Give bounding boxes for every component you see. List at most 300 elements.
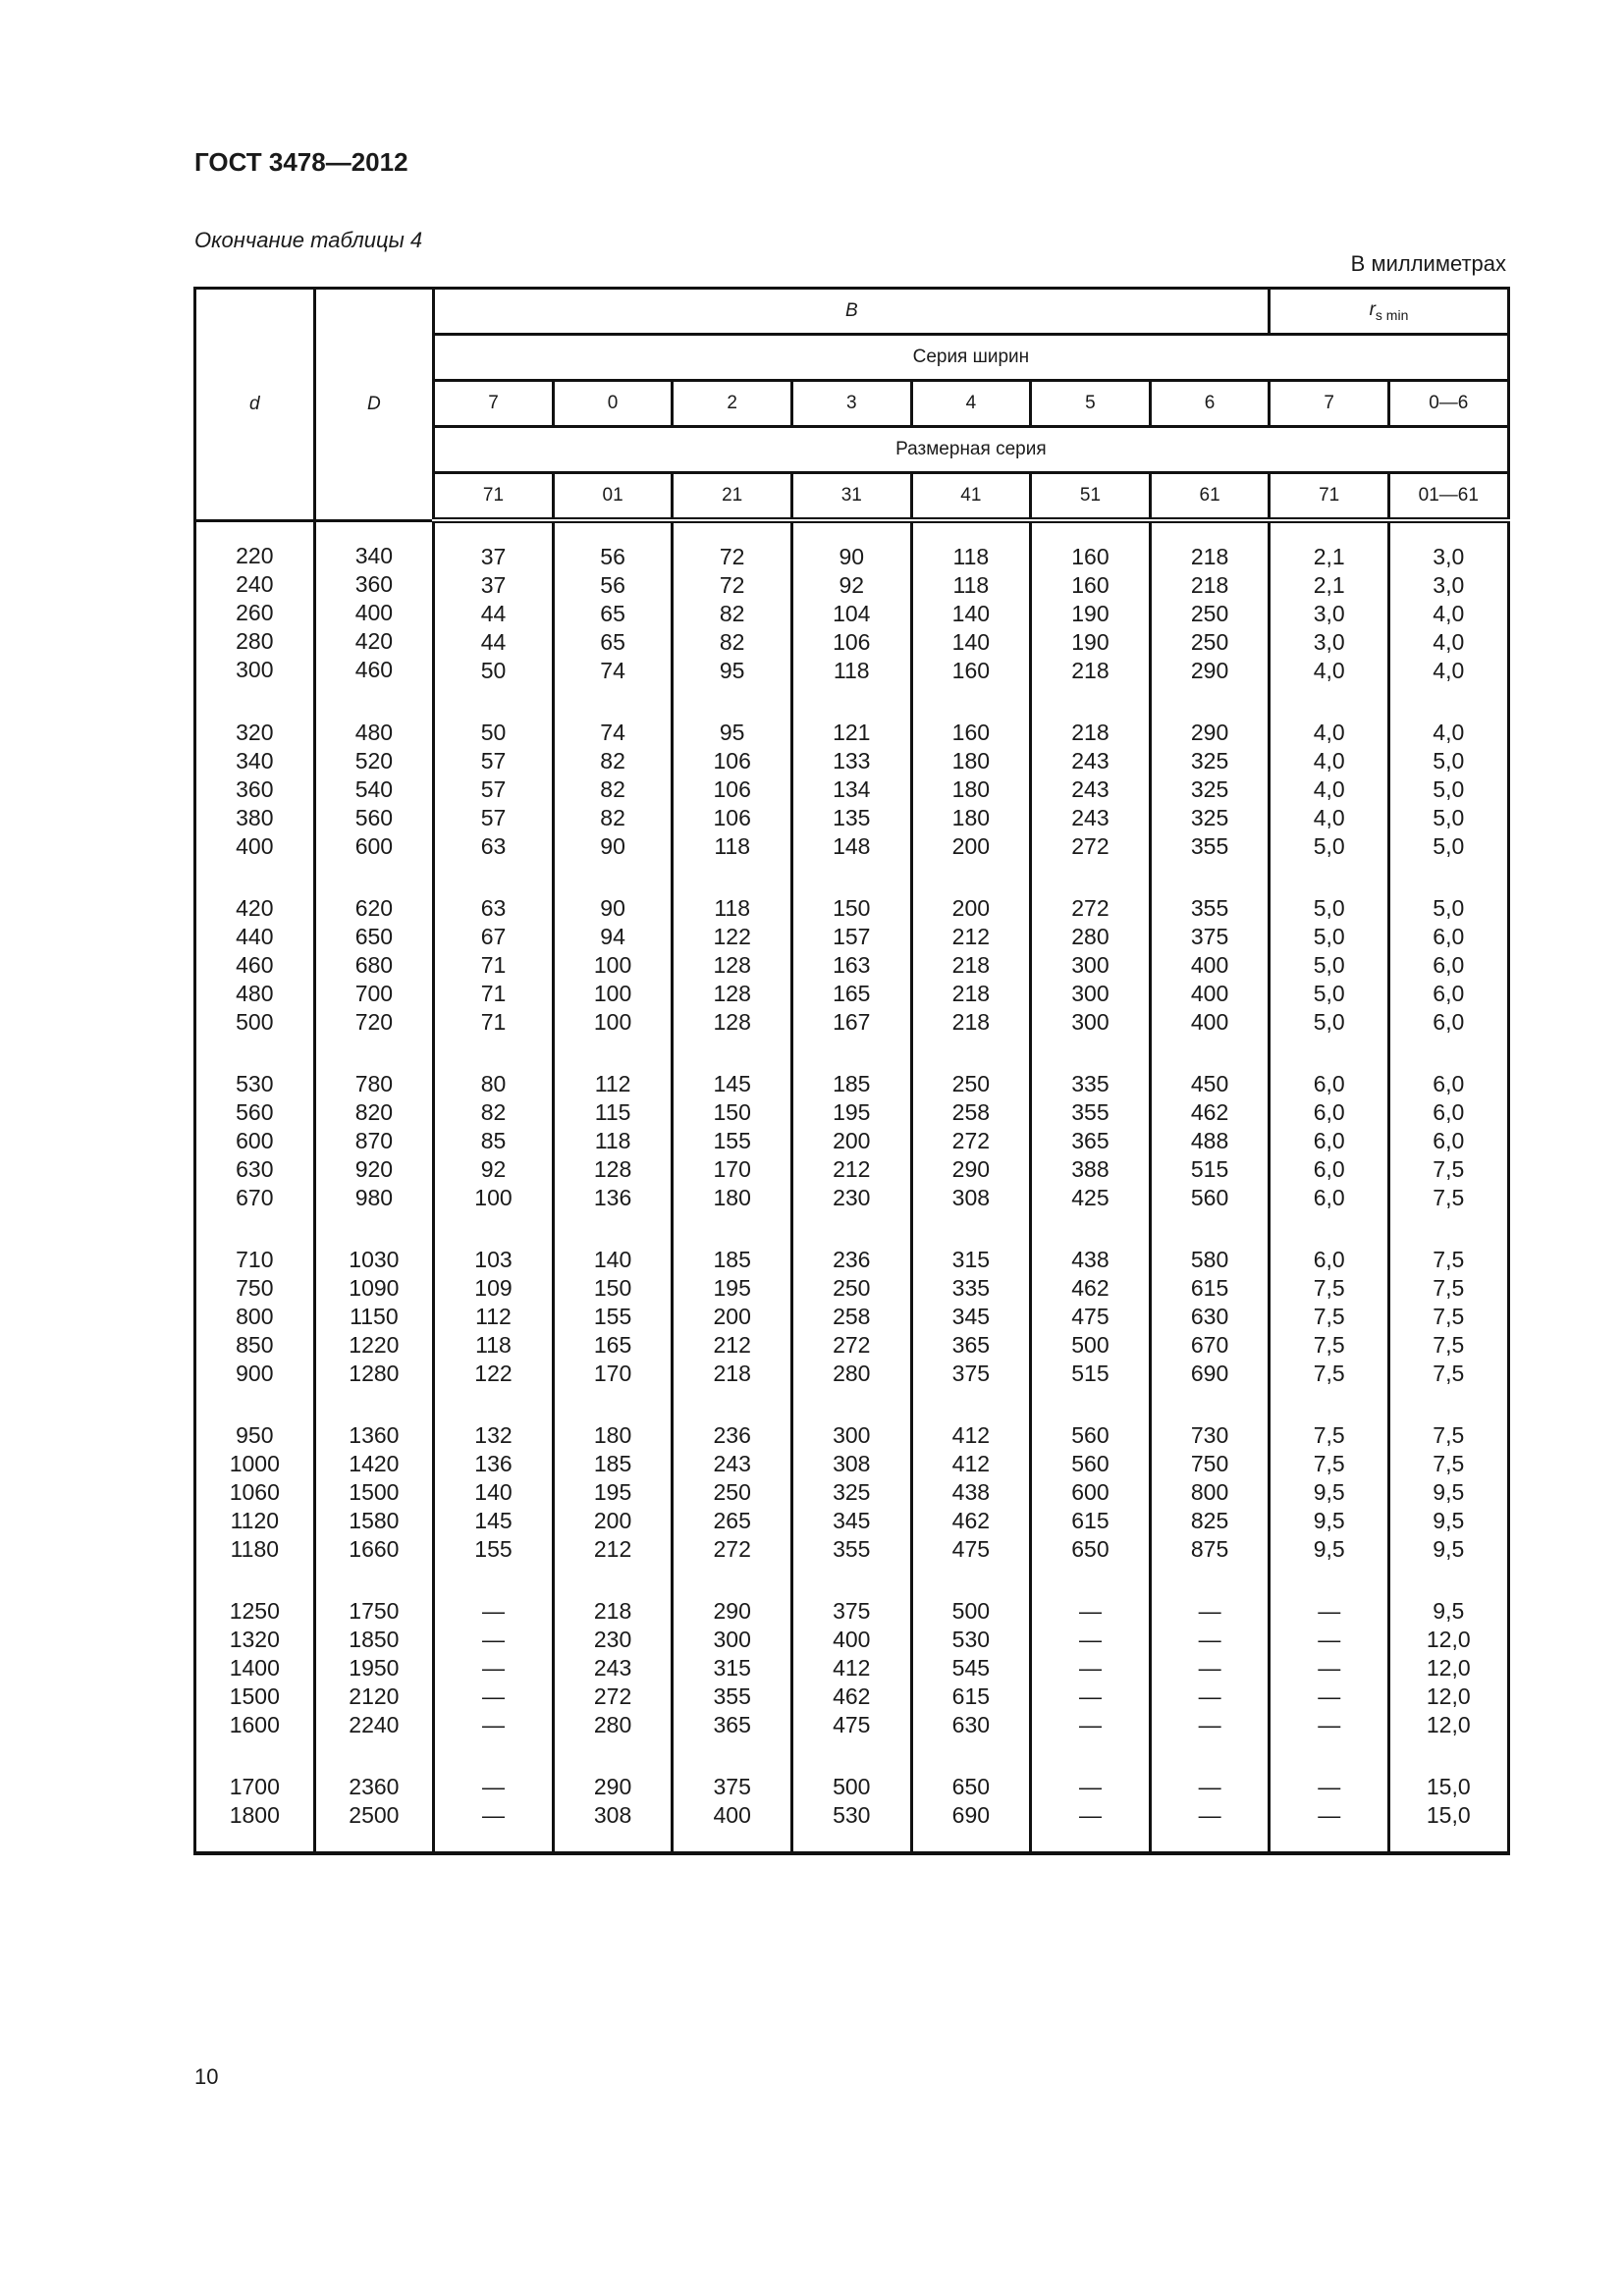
dimension-series-cell: 41 [911, 473, 1031, 521]
cell-value: 438 [951, 1479, 991, 1505]
cell-value: 150 [833, 895, 871, 921]
table-cell [553, 1402, 673, 1577]
header-B: B [434, 289, 1270, 335]
cell-value: 515 [1071, 1361, 1110, 1386]
table-cell [314, 699, 434, 875]
cell-value: 118 [714, 895, 750, 921]
units-label: В миллиметрах [1350, 251, 1506, 276]
cell-value: 375 [1190, 924, 1229, 949]
cell-value: — [481, 1774, 505, 1799]
cell-value: 365 [713, 1712, 751, 1737]
cell-value: 400 [236, 833, 274, 859]
cell-value: 425 [1071, 1185, 1110, 1210]
cell-value: 1060 [229, 1479, 280, 1505]
cell-value: 100 [474, 1185, 513, 1210]
table-cell [1150, 1753, 1270, 1853]
table-cell [911, 1577, 1031, 1753]
cell-value: 325 [1190, 805, 1229, 830]
cell-value: 1120 [230, 1508, 280, 1533]
cell-value: 7,5 [1433, 1185, 1465, 1210]
cell-value: 112 [594, 1071, 631, 1096]
cell-value: 212 [833, 1156, 871, 1182]
cell-value: 5,0 [1313, 981, 1345, 1006]
cell-value: 63 [480, 833, 507, 859]
cell-value: 218 [951, 981, 991, 1006]
cell-value: 340 [354, 542, 394, 568]
cell-value: 290 [951, 1156, 991, 1182]
cell-value: 710 [236, 1247, 274, 1272]
cell-value: 730 [1190, 1422, 1229, 1448]
cell-value: 71 [480, 1009, 507, 1035]
cell-value: 218 [1071, 720, 1110, 745]
cell-value: 360 [236, 776, 274, 802]
table-cell [434, 699, 554, 875]
cell-value: 3,0 [1433, 572, 1465, 598]
cell-value: 380 [236, 805, 274, 830]
cell-value: 670 [236, 1185, 274, 1210]
cell-value: 545 [951, 1655, 991, 1681]
cell-value: 680 [354, 952, 394, 978]
cell-value: 82 [600, 805, 625, 830]
cell-value: 82 [719, 629, 745, 655]
cell-value: 560 [1071, 1451, 1110, 1476]
cell-value: 308 [833, 1451, 871, 1476]
cell-value: 243 [1071, 776, 1110, 802]
cell-value: 1360 [349, 1422, 400, 1448]
cell-value: 157 [833, 924, 871, 949]
cell-value: 300 [713, 1627, 751, 1652]
cell-value: 272 [713, 1536, 751, 1562]
cell-value: 750 [236, 1275, 274, 1301]
cell-value: 530 [236, 1071, 274, 1096]
header-rs-min [1270, 289, 1508, 335]
cell-value: 100 [593, 952, 632, 978]
cell-value: 57 [480, 748, 507, 774]
cell-value: 2120 [349, 1683, 400, 1709]
cell-value: 160 [1071, 544, 1110, 569]
cell-value: 94 [600, 924, 625, 949]
cell-value: 106 [833, 629, 871, 655]
cell-value: 412 [951, 1422, 991, 1448]
header-d: d [195, 289, 315, 521]
cell-value: 6,0 [1433, 952, 1465, 978]
cell-value: 5,0 [1313, 952, 1345, 978]
cell-value: — [1078, 1598, 1102, 1624]
cell-value: — [481, 1712, 505, 1737]
cell-value: 9,5 [1313, 1536, 1345, 1562]
table-cell [673, 1577, 792, 1753]
cell-value: 155 [474, 1536, 513, 1562]
cell-value: 420 [354, 627, 394, 654]
table-cell [314, 1226, 434, 1402]
cell-value: 100 [593, 1009, 632, 1035]
cell-value: 12,0 [1426, 1627, 1471, 1652]
table-cell [1388, 1577, 1508, 1753]
table-cell [1270, 1753, 1389, 1853]
table-cell [1270, 1402, 1389, 1577]
cell-value: 9,5 [1433, 1508, 1465, 1533]
cell-value: 4,0 [1313, 748, 1345, 774]
cell-value: 7,5 [1433, 1156, 1465, 1182]
table-cell [1150, 1577, 1270, 1753]
cell-value: 265 [713, 1508, 751, 1533]
cell-value: 7,5 [1433, 1422, 1465, 1448]
cell-value: 128 [593, 1156, 632, 1182]
cell-value: 1660 [349, 1536, 400, 1562]
cell-value: 6,0 [1313, 1128, 1345, 1153]
cell-value: — [1318, 1712, 1341, 1737]
table-cell [553, 1050, 673, 1226]
table-cell [1270, 1577, 1389, 1753]
cell-value: 12,0 [1426, 1683, 1471, 1709]
cell-value: 218 [951, 1009, 991, 1035]
width-series-cell: 2 [673, 381, 792, 427]
cell-value: — [1318, 1802, 1341, 1828]
cell-value: 3,0 [1433, 544, 1465, 569]
cell-value: 1220 [349, 1332, 400, 1358]
cell-value: 355 [1190, 895, 1229, 921]
cell-value: 104 [833, 601, 871, 626]
cell-value: 150 [593, 1275, 632, 1301]
cell-value: 7,5 [1433, 1332, 1465, 1358]
cell-value: 165 [593, 1332, 632, 1358]
cell-value: 82 [600, 748, 625, 774]
cell-value: 630 [951, 1712, 991, 1737]
cell-value: 106 [713, 805, 751, 830]
cell-value: 218 [593, 1598, 632, 1624]
cell-value: 118 [952, 544, 990, 569]
cell-value: — [1198, 1655, 1221, 1681]
cell-value: 3,0 [1313, 629, 1345, 655]
cell-value: 345 [951, 1304, 991, 1329]
table-cell [553, 1753, 673, 1853]
cell-value: 630 [236, 1156, 274, 1182]
cell-value: 400 [1190, 1009, 1229, 1035]
table-cell [1388, 1402, 1508, 1577]
cell-value: 118 [475, 1332, 512, 1358]
cell-value: 360 [354, 570, 394, 597]
table-cell [1031, 1577, 1151, 1753]
cell-value: 600 [236, 1128, 274, 1153]
cell-value: 85 [480, 1128, 507, 1153]
cell-value: 140 [593, 1247, 632, 1272]
table-cell [911, 875, 1031, 1050]
cell-value: 200 [951, 833, 991, 859]
cell-value: 690 [1190, 1361, 1229, 1386]
cell-value: 325 [1190, 776, 1229, 802]
cell-value: 132 [474, 1422, 513, 1448]
cell-value: 615 [1071, 1508, 1110, 1533]
cell-value: 218 [1071, 658, 1110, 683]
cell-value: 1250 [229, 1598, 280, 1624]
table-cell [434, 1050, 554, 1226]
cell-value: — [1078, 1802, 1102, 1828]
table-cell [911, 1050, 1031, 1226]
cell-value: — [1318, 1598, 1341, 1624]
cell-value: 243 [593, 1655, 632, 1681]
cell-value: — [1078, 1683, 1102, 1709]
cell-value: 530 [833, 1802, 871, 1828]
table-cell [1031, 1226, 1151, 1402]
cell-value: 95 [719, 720, 745, 745]
table-cell [314, 1402, 434, 1577]
cell-value: 72 [719, 572, 745, 598]
cell-value: 500 [951, 1598, 991, 1624]
cell-value: 155 [593, 1304, 632, 1329]
cell-value: 720 [354, 1009, 394, 1035]
cell-value: 300 [1071, 1009, 1110, 1035]
cell-value: 5,0 [1433, 805, 1465, 830]
cell-value: 195 [593, 1479, 632, 1505]
table-cell [195, 1402, 315, 1577]
cell-value: 6,0 [1433, 1071, 1465, 1096]
cell-value: 480 [354, 720, 394, 745]
cell-value: 800 [1190, 1479, 1229, 1505]
cell-value: 9,5 [1433, 1479, 1465, 1505]
cell-value: 1580 [349, 1508, 400, 1533]
cell-value: 560 [1071, 1422, 1110, 1448]
cell-value: 375 [951, 1361, 991, 1386]
cell-value: 100 [593, 981, 632, 1006]
cell-value: 400 [833, 1627, 871, 1652]
cell-value: 540 [354, 776, 394, 802]
cell-value: 150 [713, 1099, 751, 1125]
cell-value: 37 [480, 544, 507, 569]
dimension-series-cell: 61 [1150, 473, 1270, 521]
cell-value: 230 [593, 1627, 632, 1652]
cell-value: 1150 [350, 1304, 399, 1329]
cell-value: 560 [1190, 1185, 1229, 1210]
table-cell [1388, 699, 1508, 875]
cell-value: 134 [833, 776, 871, 802]
table-cell [1388, 1050, 1508, 1226]
cell-value: 460 [354, 656, 394, 682]
cell-value: 290 [1190, 720, 1229, 745]
table-cell [911, 699, 1031, 875]
cell-value: 462 [833, 1683, 871, 1709]
table-cell [791, 1753, 911, 1853]
table-row-group [195, 875, 1509, 1050]
cell-value: 4,0 [1313, 805, 1345, 830]
cell-value: 71 [480, 952, 507, 978]
cell-value: 300 [833, 1422, 871, 1448]
cell-value: 6,0 [1313, 1099, 1345, 1125]
cell-value: 388 [1071, 1156, 1110, 1182]
cell-value: 4,0 [1433, 720, 1465, 745]
page-number: 10 [194, 2064, 219, 2089]
cell-value: — [481, 1627, 505, 1652]
cell-value: 5,0 [1313, 833, 1345, 859]
cell-value: 650 [354, 924, 394, 949]
cell-value: — [1318, 1627, 1341, 1652]
cell-value: 400 [1190, 981, 1229, 1006]
table-cell [1150, 699, 1270, 875]
table-cell [553, 875, 673, 1050]
cell-value: 320 [236, 720, 274, 745]
cell-value: 260 [236, 599, 274, 625]
cell-value: 365 [951, 1332, 991, 1358]
table-row-group [195, 520, 1509, 699]
table-cell [434, 1753, 554, 1853]
cell-value: 90 [600, 833, 625, 859]
cell-value: 9,5 [1313, 1479, 1345, 1505]
table-cell [195, 875, 315, 1050]
cell-value: 212 [593, 1536, 632, 1562]
cell-value: 1090 [349, 1275, 400, 1301]
cell-value: — [481, 1802, 505, 1828]
cell-value: 920 [354, 1156, 394, 1182]
dimension-series-cell: 31 [791, 473, 911, 521]
dimension-series-cell: 21 [673, 473, 792, 521]
table-cell [673, 520, 792, 699]
cell-value: 488 [1190, 1128, 1229, 1153]
cell-value: 670 [1190, 1332, 1229, 1358]
dimension-series-cell: 51 [1031, 473, 1151, 521]
width-series-cell: 7 [1270, 381, 1389, 427]
cell-value: 56 [600, 572, 625, 598]
cell-value: 56 [600, 544, 625, 569]
cell-value: 325 [1190, 748, 1229, 774]
table-cell [553, 520, 673, 699]
cell-value: 250 [1190, 629, 1229, 655]
cell-value: 44 [480, 629, 507, 655]
cell-value: 165 [833, 981, 871, 1006]
cell-value: 308 [593, 1802, 632, 1828]
cell-value: 500 [1071, 1332, 1110, 1358]
table-cell [673, 875, 792, 1050]
cell-value: 180 [951, 805, 991, 830]
cell-value: 50 [480, 720, 507, 745]
table-cell [553, 1226, 673, 1402]
table-row-group [195, 1050, 1509, 1226]
table-cell [791, 520, 911, 699]
table-cell [314, 1050, 434, 1226]
cell-value: 167 [833, 1009, 871, 1035]
cell-value: 250 [833, 1275, 871, 1301]
cell-value: — [1318, 1655, 1341, 1681]
cell-value: 2,1 [1313, 572, 1345, 598]
cell-value: 560 [236, 1099, 274, 1125]
width-series-cell: 0 [553, 381, 673, 427]
cell-value: 460 [236, 952, 274, 978]
cell-value: 140 [474, 1479, 513, 1505]
cell-value: 375 [833, 1598, 871, 1624]
cell-value: 190 [1071, 629, 1110, 655]
cell-value: 37 [480, 572, 507, 598]
cell-value: 90 [839, 544, 865, 569]
cell-value: — [1198, 1683, 1221, 1709]
cell-value: 136 [593, 1185, 632, 1210]
cell-value: 9,5 [1433, 1598, 1465, 1624]
cell-value: 5,0 [1433, 748, 1465, 774]
table-row-group [195, 699, 1509, 875]
cell-value: 2,1 [1313, 544, 1345, 569]
cell-value: 128 [713, 1009, 751, 1035]
cell-value: 145 [713, 1071, 751, 1096]
cell-value: 630 [1190, 1304, 1229, 1329]
cell-value: 218 [951, 952, 991, 978]
cell-value: 148 [833, 833, 871, 859]
table-caption: Окончание таблицы 4 [194, 228, 423, 252]
rs-subscript: s min [1375, 307, 1409, 323]
cell-value: 290 [713, 1598, 751, 1624]
cell-value: 160 [1071, 572, 1110, 598]
cell-value: 121 [833, 720, 871, 745]
cell-value: 615 [1190, 1275, 1229, 1301]
cell-value: 4,0 [1313, 776, 1345, 802]
cell-value: 2500 [349, 1802, 400, 1828]
cell-value: 195 [833, 1099, 871, 1125]
table-cell [314, 875, 434, 1050]
table-cell [1388, 875, 1508, 1050]
cell-value: 12,0 [1426, 1655, 1471, 1681]
cell-value: 92 [480, 1156, 507, 1182]
header-dimension-series: Размерная серия [434, 427, 1508, 473]
cell-value: 240 [236, 570, 274, 597]
cell-value: 118 [594, 1128, 631, 1153]
width-series-cell: 0—6 [1388, 381, 1508, 427]
cell-value: 118 [714, 833, 750, 859]
cell-value: 170 [713, 1156, 751, 1182]
cell-value: 870 [354, 1128, 394, 1153]
cell-value: 4,0 [1433, 658, 1465, 683]
table-cell [1270, 875, 1389, 1050]
width-series-cell: 5 [1031, 381, 1151, 427]
cell-value: 200 [833, 1128, 871, 1153]
width-series-cell: 6 [1150, 381, 1270, 427]
cell-value: 50 [480, 658, 507, 683]
cell-value: 67 [480, 924, 507, 949]
cell-value: — [1078, 1627, 1102, 1652]
cell-value: 103 [474, 1247, 513, 1272]
table-cell [1270, 699, 1389, 875]
cell-value: 74 [600, 720, 625, 745]
cell-value: 6,0 [1313, 1247, 1345, 1272]
table-cell [1270, 520, 1389, 699]
dimension-series-cell: 01—61 [1388, 473, 1508, 521]
table-cell [1388, 1753, 1508, 1853]
table-cell [434, 1402, 554, 1577]
cell-value: 160 [951, 658, 991, 683]
table-cell [1031, 1402, 1151, 1577]
dimension-series-cell: 71 [434, 473, 554, 521]
table-cell [434, 875, 554, 1050]
cell-value: 57 [480, 776, 507, 802]
cell-value: 980 [354, 1185, 394, 1210]
cell-value: 180 [951, 776, 991, 802]
cell-value: 1030 [349, 1247, 400, 1272]
cell-value: 140 [951, 601, 991, 626]
cell-value: 5,0 [1313, 924, 1345, 949]
cell-value: 118 [952, 572, 990, 598]
cell-value: 250 [951, 1071, 991, 1096]
table-cell [673, 1753, 792, 1853]
table-cell [1150, 1402, 1270, 1577]
cell-value: 345 [833, 1508, 871, 1533]
cell-value: 580 [1190, 1247, 1229, 1272]
cell-value: — [481, 1598, 505, 1624]
cell-value: 185 [833, 1071, 871, 1096]
cell-value: 1500 [349, 1479, 400, 1505]
document-title: ГОСТ 3478—2012 [194, 147, 408, 177]
table-cell [911, 520, 1031, 699]
cell-value: 6,0 [1433, 1009, 1465, 1035]
cell-value: 44 [480, 601, 507, 626]
table-cell [195, 1226, 315, 1402]
cell-value: 335 [951, 1275, 991, 1301]
cell-value: — [1318, 1774, 1341, 1799]
cell-value: 2360 [349, 1774, 400, 1799]
